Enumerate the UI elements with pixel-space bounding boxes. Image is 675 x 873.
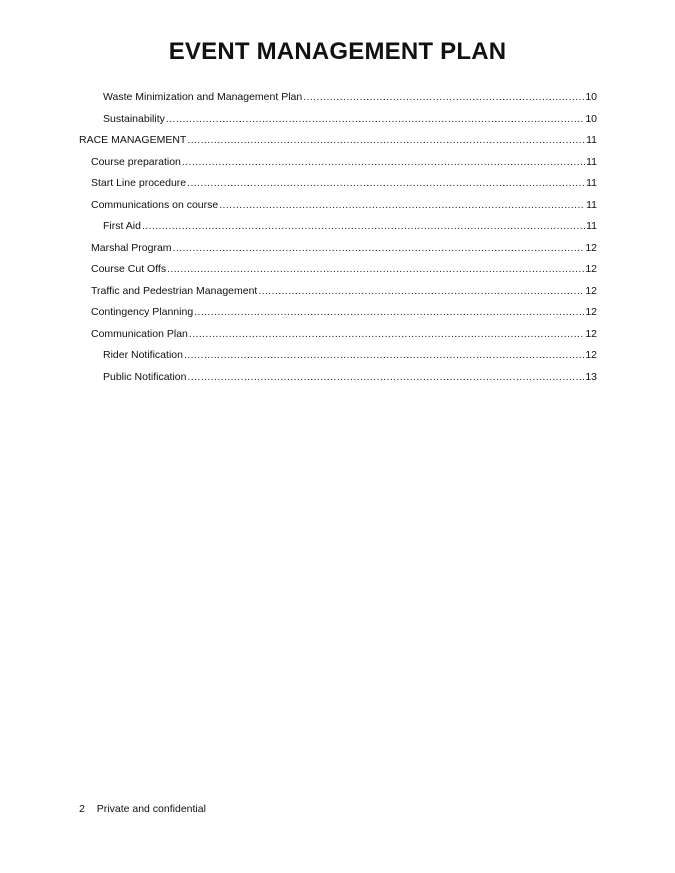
- toc-leader-dots: [258, 281, 584, 303]
- toc-entry-page: 13: [585, 370, 597, 383]
- toc-entry-page: 12: [585, 241, 597, 254]
- toc-leader-dots: [167, 259, 584, 281]
- toc-entry-page: 12: [585, 306, 597, 318]
- toc-entry-label: Contingency Planning: [91, 306, 194, 318]
- footer-page-number: 2: [79, 803, 85, 815]
- toc-entry[interactable]: [79, 216, 597, 238]
- toc-entry-label: Traffic and Pedestrian Management: [91, 284, 258, 297]
- toc-entry-label: Sustainability: [103, 112, 165, 125]
- toc-entry-page: 11: [586, 155, 597, 168]
- toc-entry-page: 11: [586, 198, 597, 211]
- toc-entry-label: First Aid: [103, 220, 141, 232]
- toc-entry-label: Communications on course: [91, 198, 219, 211]
- toc-entry[interactable]: [79, 173, 597, 195]
- toc-entry-page: 10: [585, 91, 597, 103]
- toc-entry[interactable]: [79, 302, 597, 324]
- toc-leader-dots: [142, 216, 585, 238]
- toc-leader-dots: [173, 238, 585, 260]
- table-of-contents: [79, 87, 597, 388]
- toc-entry-label: Communication Plan: [91, 327, 188, 340]
- footer-confidentiality-text: Private and confidential: [96, 803, 206, 815]
- toc-entry[interactable]: [79, 195, 597, 217]
- toc-entry-page: 12: [585, 284, 597, 297]
- toc-entry-label: Waste Minimization and Management Plan: [103, 91, 303, 103]
- page-title: EVENT MANAGEMENT PLAN: [168, 38, 507, 65]
- toc-entry[interactable]: [79, 87, 597, 109]
- toc-leader-dots: [219, 195, 585, 217]
- toc-leader-dots: [184, 345, 584, 367]
- toc-entry[interactable]: [79, 238, 597, 260]
- toc-leader-dots: [182, 152, 585, 174]
- toc-entry-label: Start Line procedure: [91, 177, 187, 189]
- page-footer: [79, 803, 206, 815]
- toc-entry-page: 12: [585, 327, 597, 340]
- toc-entry-page: 11: [586, 177, 597, 189]
- toc-leader-dots: [194, 302, 584, 324]
- toc-entry[interactable]: [79, 367, 597, 389]
- toc-leader-dots: [303, 87, 584, 109]
- toc-entry-label: Public Notification: [103, 370, 187, 383]
- toc-entry-page: 12: [585, 349, 597, 361]
- toc-entry-page: 11: [586, 134, 597, 146]
- toc-entry[interactable]: [79, 109, 597, 131]
- toc-entry-label: Marshal Program: [91, 241, 172, 254]
- toc-leader-dots: [166, 109, 584, 131]
- toc-entry[interactable]: [79, 259, 597, 281]
- toc-entry[interactable]: [79, 281, 597, 303]
- toc-leader-dots: [187, 130, 585, 152]
- toc-entry[interactable]: [79, 152, 597, 174]
- toc-leader-dots: [189, 324, 584, 346]
- toc-entry-page: 12: [585, 263, 597, 275]
- toc-entry-page: 11: [586, 220, 597, 232]
- toc-leader-dots: [187, 367, 584, 389]
- toc-entry-label: RACE MANAGEMENT: [79, 134, 187, 146]
- toc-entry-label: Course Cut Offs: [91, 263, 167, 275]
- toc-entry[interactable]: [79, 130, 597, 152]
- toc-entry-label: Rider Notification: [103, 349, 183, 361]
- toc-leader-dots: [187, 173, 585, 195]
- toc-entry-label: Course preparation: [91, 155, 181, 168]
- toc-entry[interactable]: [79, 324, 597, 346]
- toc-entry-page: 10: [585, 112, 597, 125]
- toc-entry[interactable]: [79, 345, 597, 367]
